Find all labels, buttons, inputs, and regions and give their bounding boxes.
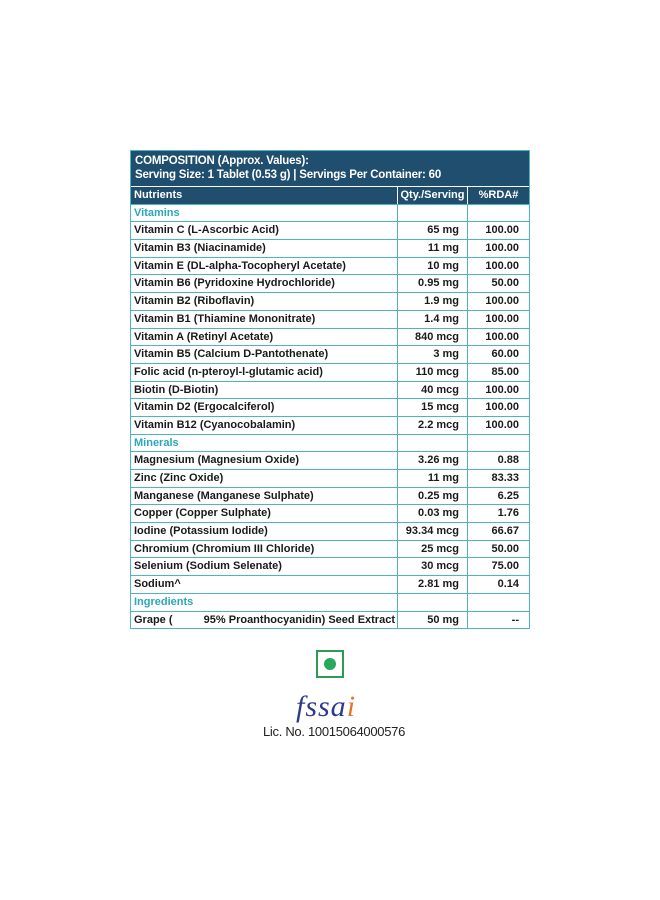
rda-value: 0.14 <box>467 576 529 593</box>
composition-table <box>130 150 530 629</box>
rda-value: 100.00 <box>467 329 529 346</box>
nutrient-name: Vitamin B5 (Calcium D-Pantothenate) <box>134 348 329 361</box>
empty-cell <box>397 205 467 222</box>
nutrient-name: Sodium^ <box>134 578 181 591</box>
table-row <box>131 398 529 416</box>
table-row <box>131 328 529 346</box>
table-row <box>131 345 529 363</box>
table-row <box>131 221 529 239</box>
table-row <box>131 416 529 434</box>
empty-cell <box>467 594 529 611</box>
qty-value: 110 mcg <box>397 364 467 381</box>
nutrient-name: Vitamin B2 (Riboflavin) <box>134 295 255 308</box>
table-row <box>131 274 529 292</box>
nutrient-name-part: 95% Proanthocyanidin) Seed Extract <box>203 613 395 626</box>
fssai-logo: fssai <box>296 690 357 723</box>
qty-value: 11 mg <box>397 470 467 487</box>
nutrient-name: Vitamin D2 (Ergocalciferol) <box>134 401 275 414</box>
rda-value: 100.00 <box>467 399 529 416</box>
table-row <box>131 540 529 558</box>
rda-value: 75.00 <box>467 558 529 575</box>
section-ingredients <box>131 593 529 611</box>
nutrient-name: Chromium (Chromium III Chloride) <box>134 542 315 555</box>
nutrient-name <box>131 612 397 629</box>
qty-value: 3.26 mg <box>397 452 467 469</box>
table-row <box>131 504 529 522</box>
qty-value: 0.03 mg <box>397 505 467 522</box>
serving-info: Serving Size: 1 Tablet (0.53 g) | Servings Per Container: 60 <box>135 169 442 181</box>
rda-value: 60.00 <box>467 346 529 363</box>
table-row <box>131 522 529 540</box>
nutrient-name: Vitamin B3 (Niacinamide) <box>134 242 266 255</box>
qty-value: 2.2 mcg <box>397 417 467 434</box>
table-row <box>131 310 529 328</box>
nutrient-name: Vitamin B1 (Thiamine Mononitrate) <box>134 312 316 325</box>
nutrient-name-part: Grape ( <box>134 613 173 626</box>
table-row <box>131 557 529 575</box>
qty-value: 50 mg <box>397 612 467 629</box>
nutrient-name: Folic acid (n-pteroyl-l-glutamic acid) <box>134 365 323 378</box>
rda-value: 0.88 <box>467 452 529 469</box>
nutrient-name: Vitamin C (L-Ascorbic Acid) <box>134 224 279 237</box>
qty-value: 25 mcg <box>397 541 467 558</box>
nutrient-name: Magnesium (Magnesium Oxide) <box>134 454 300 467</box>
col-rda: %RDA# <box>467 187 529 204</box>
nutrient-name: Manganese (Manganese Sulphate) <box>134 489 314 502</box>
rda-value: 6.25 <box>467 488 529 505</box>
qty-value: 2.81 mg <box>397 576 467 593</box>
table-body <box>131 204 529 629</box>
license-number: Lic. No. 10015064000576 <box>263 724 406 739</box>
rda-value: 100.00 <box>467 258 529 275</box>
table-title <box>131 151 529 186</box>
rda-value: -- <box>467 612 529 629</box>
section-vitamins <box>131 204 529 222</box>
nutrient-name: Vitamin E (DL-alpha-Tocopheryl Acetate) <box>134 259 346 272</box>
rda-value: 100.00 <box>467 293 529 310</box>
qty-value: 93.34 mcg <box>397 523 467 540</box>
qty-value: 840 mcg <box>397 329 467 346</box>
nutrient-name: Biotin (D-Biotin) <box>134 383 219 396</box>
empty-cell <box>397 435 467 452</box>
table-row <box>131 575 529 593</box>
nutrient-name: Zinc (Zinc Oxide) <box>134 472 224 484</box>
rda-value: 85.00 <box>467 364 529 381</box>
rda-value: 66.67 <box>467 523 529 540</box>
table-row <box>131 451 529 469</box>
section-label: Minerals <box>134 436 179 449</box>
table-row <box>131 611 529 629</box>
rda-value: 100.00 <box>467 311 529 328</box>
table-row <box>131 292 529 310</box>
rda-value: 100.00 <box>467 417 529 434</box>
qty-value: 0.95 mg <box>397 275 467 292</box>
qty-value: 10 mg <box>397 258 467 275</box>
qty-value: 1.4 mg <box>397 311 467 328</box>
qty-value: 40 mcg <box>397 382 467 399</box>
col-qty: Qty./Serving <box>397 187 467 204</box>
vegetarian-mark-icon <box>316 650 344 678</box>
empty-cell <box>467 205 529 222</box>
table-row <box>131 487 529 505</box>
section-label: Ingredients <box>134 595 194 608</box>
table-row <box>131 469 529 487</box>
col-nutrients: Nutrients <box>134 189 183 201</box>
section-minerals <box>131 434 529 452</box>
nutrient-name: Vitamin A (Retinyl Acetate) <box>134 330 274 343</box>
empty-cell <box>467 435 529 452</box>
qty-value: 1.9 mg <box>397 293 467 310</box>
nutrient-name: Vitamin B12 (Cyanocobalamin) <box>134 418 296 431</box>
qty-value: 15 mcg <box>397 399 467 416</box>
rda-value: 100.00 <box>467 382 529 399</box>
table-row <box>131 363 529 381</box>
qty-value: 11 mg <box>397 240 467 257</box>
column-headers <box>131 186 529 204</box>
nutrient-name: Selenium (Sodium Selenate) <box>134 560 282 573</box>
composition-heading: COMPOSITION (Approx. Values): <box>135 155 309 167</box>
table-row <box>131 257 529 275</box>
rda-value: 100.00 <box>467 240 529 257</box>
nutrient-name: Vitamin B6 (Pyridoxine Hydrochloride) <box>134 277 335 290</box>
nutrient-name: Iodine (Potassium Iodide) <box>134 525 268 538</box>
table-row <box>131 381 529 399</box>
qty-value: 3 mg <box>397 346 467 363</box>
rda-value: 50.00 <box>467 275 529 292</box>
empty-cell <box>397 594 467 611</box>
qty-value: 30 mcg <box>397 558 467 575</box>
section-label: Vitamins <box>134 206 180 219</box>
nutrient-name: Copper (Copper Sulphate) <box>134 507 271 520</box>
table-row <box>131 239 529 257</box>
qty-value: 0.25 mg <box>397 488 467 505</box>
qty-value: 65 mg <box>397 222 467 239</box>
rda-value: 1.76 <box>467 505 529 522</box>
rda-value: 83.33 <box>467 470 529 487</box>
rda-value: 100.00 <box>467 222 529 239</box>
rda-value: 50.00 <box>467 541 529 558</box>
